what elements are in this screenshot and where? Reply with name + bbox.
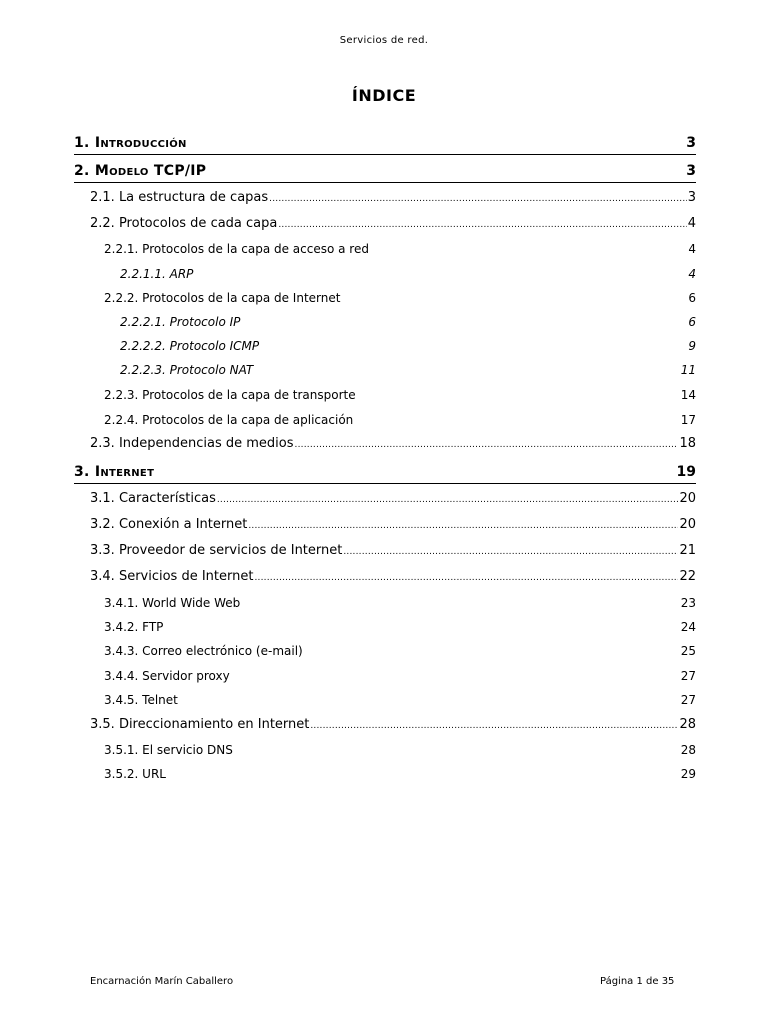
toc-entry-page: 29 <box>680 767 696 781</box>
toc-entry[interactable] <box>90 211 696 231</box>
toc-entry-label: 3.5.2. URL <box>104 767 166 781</box>
toc-entry[interactable] <box>74 129 696 155</box>
toc-entry-label: 2.2. Protocolos de cada capa <box>90 216 278 231</box>
toc-entry-label: 2.2.3. Protocolos de la capa de transporte <box>104 388 356 402</box>
toc-entry[interactable] <box>90 185 696 205</box>
toc-entry-page: 3 <box>686 163 696 179</box>
toc-entry[interactable] <box>104 761 696 781</box>
toc-entry-page: 27 <box>680 693 696 707</box>
toc-entry-page: 22 <box>679 569 696 584</box>
toc-entry-label: 2.2.1. Protocolos de la capa de acceso a red <box>104 242 369 256</box>
toc-entry-label: 2.2.2.3. Protocolo NAT <box>120 363 254 377</box>
footer-author: Encarnación Marín Caballero <box>90 976 234 987</box>
toc-entry[interactable] <box>90 512 696 532</box>
toc-entry[interactable] <box>104 737 696 757</box>
toc-entry-page: 28 <box>679 717 696 732</box>
toc-entry-label: 2.3. Independencias de medios <box>90 436 294 451</box>
toc-entry-label: 3.2. Conexión a Internet <box>90 517 248 532</box>
toc-entry[interactable] <box>90 486 696 506</box>
toc-entry-page: 28 <box>680 743 696 757</box>
toc-entry[interactable] <box>120 261 696 281</box>
toc-entry-label: 3.5. Direccionamiento en Internet <box>90 717 310 732</box>
toc-entry-page: 14 <box>680 388 696 402</box>
toc-entry[interactable] <box>104 382 696 402</box>
toc-entry-page: 21 <box>679 543 696 558</box>
toc-entry-label: 2.1. La estructura de capas <box>90 190 269 205</box>
toc-entry[interactable] <box>90 431 696 451</box>
toc-entry-page: 6 <box>688 315 696 329</box>
toc-entry[interactable] <box>120 309 696 329</box>
toc-entry[interactable] <box>120 333 696 353</box>
toc-entry-label: 1. Introducción <box>74 135 187 151</box>
toc-entry-label: 3.4.1. World Wide Web <box>104 596 241 610</box>
toc-entry-label: 2.2.2.2. Protocolo ICMP <box>120 339 260 353</box>
toc-entry[interactable] <box>74 458 696 484</box>
toc-entry-page: 11 <box>680 363 696 377</box>
toc-entry-page: 25 <box>680 644 696 658</box>
toc-entry-label: 2. Modelo TCP/IP <box>74 163 207 179</box>
toc-entry-label: 2.2.2.1. Protocolo IP <box>120 315 241 329</box>
toc-entry[interactable] <box>104 687 696 707</box>
toc-entry-page: 24 <box>680 620 696 634</box>
toc-entry-label: 3.4.4. Servidor proxy <box>104 669 230 683</box>
toc-entry-page: 18 <box>679 436 696 451</box>
toc-entry-label: 3.4.3. Correo electrónico (e-mail) <box>104 644 303 658</box>
toc-entry-label: 2.2.4. Protocolos de la capa de aplicación <box>104 413 354 427</box>
toc-entry[interactable] <box>104 614 696 634</box>
toc-entry-page: 6 <box>688 291 696 305</box>
toc-entry-page: 9 <box>688 339 696 353</box>
toc-entry[interactable] <box>104 285 696 305</box>
toc-entry-page: 4 <box>687 216 696 231</box>
toc-entry[interactable] <box>120 357 696 377</box>
toc-entry[interactable] <box>90 538 696 558</box>
toc-entry-page: 27 <box>680 669 696 683</box>
toc-entry[interactable] <box>104 236 696 256</box>
toc-entry-label: 3.4.2. FTP <box>104 620 164 634</box>
toc-entry[interactable] <box>104 663 696 683</box>
toc-entry[interactable] <box>90 712 696 732</box>
toc-entry-label: 3.1. Características <box>90 491 216 506</box>
toc-entry[interactable] <box>104 638 696 658</box>
toc-entry-page: 23 <box>680 596 696 610</box>
toc-entry-label: 2.2.1.1. ARP <box>120 267 194 281</box>
toc-entry-label: 3.4. Servicios de Internet <box>90 569 254 584</box>
toc-entry-page: 3 <box>687 190 696 205</box>
toc-entry[interactable] <box>104 590 696 610</box>
toc-entry[interactable] <box>74 157 696 183</box>
toc-entry[interactable] <box>90 564 696 584</box>
toc-entry-page: 19 <box>676 464 696 480</box>
toc-entry-label: 3.4.5. Telnet <box>104 693 178 707</box>
toc-entry-page: 17 <box>680 413 696 427</box>
toc-entry-page: 20 <box>679 517 696 532</box>
toc-entry[interactable] <box>104 407 696 427</box>
toc-entry-label: 3.5.1. El servicio DNS <box>104 743 233 757</box>
toc-entry-page: 20 <box>679 491 696 506</box>
toc-entry-label: 3.3. Proveedor de servicios de Internet <box>90 543 343 558</box>
footer-page-number: Página 1 de 35 <box>600 976 675 987</box>
page-header: Servicios de red. <box>339 35 429 46</box>
toc-entry-page: 4 <box>688 267 696 281</box>
toc-entry-label: 3. Internet <box>74 464 155 480</box>
toc-entry-page: 3 <box>686 135 696 151</box>
toc-entry-label: 2.2.2. Protocolos de la capa de Internet <box>104 291 341 305</box>
page-title: ÍNDICE <box>351 86 417 105</box>
toc-entry-page: 4 <box>688 242 696 256</box>
